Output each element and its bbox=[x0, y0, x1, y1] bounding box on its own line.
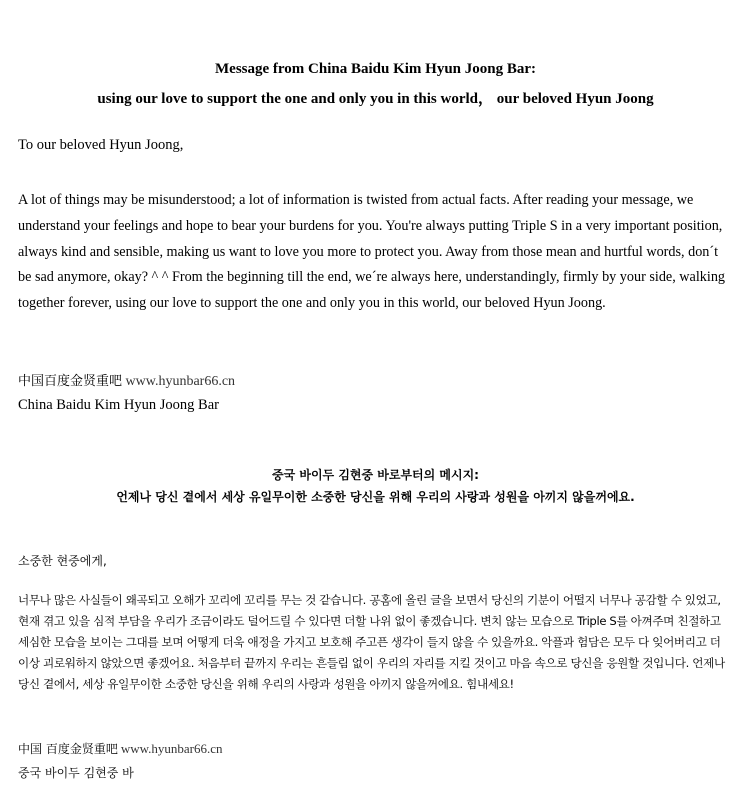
english-title-line2: using our love to support the one and only you in this world， our beloved Hyun Joong bbox=[97, 91, 654, 107]
korean-signature-chinese: 中国 百度金贤重吧 bbox=[18, 742, 118, 756]
korean-title-line2: 언제나 당신 곁에서 세상 유일무이한 소중한 당신을 위해 우리의 사랑과 성원을 아끼지 않을꺼에요. bbox=[116, 490, 635, 504]
english-title-line1: Message from China Baidu Kim Hyun Joong Bar: bbox=[215, 61, 536, 77]
english-body: A lot of things may be misunderstood; a lot of information is twisted from actual facts. After reading your message, we understand your feelings and hope to bear your burdens for you. You're always putting Triple S in a very important position, always kind and sensible, making us want to love you more to protect you. Away from those mean and hurtful words, don´t be sad anymore, okay? ^ ^ From the beginning till the end, we´re always here, understandingly, firmly by your side, walking together forever, using our love to support the one and only you in this world, our beloved Hyun Joong. bbox=[18, 192, 726, 312]
korean-body: 너무나 많은 사실들이 왜곡되고 오해가 꼬리에 꼬리를 무는 것 같습니다. 공홈에 올린 글을 보면서 당신의 기분이 어떨지 너무나 공감할 수 있었고, 현재 겪고 있을 심적 부담을 우리가 조금이라도 덜어드릴 수 있다면 더할 나위 없이 좋겠습니다. 변치 않는 모습으로 Triple S를 아껴주며 친절하고 세심한 모습을 보이는 그대를 보며 어떻게 더욱 애정을 가지고 보호해 주고픈 생각이 들지 않을 수 있을까요. 악플과 험담은 모두 다 잊어버리고 더 이상 괴로워하지 않았으면 좋겠어요. 처음부터 끝까지 우리는 흔들림 없이 우리의 자리를 지킬 것이고 마음 속으로 당신을 응원할 것입니다. 언제나 당신 곁에서, 세상 유일무이한 소중한 당신을 위해 우리의 사랑과 성원을 아끼지 않을꺼에요. 힘내세요! bbox=[18, 593, 725, 691]
english-signature-site-line bbox=[18, 370, 730, 390]
korean-salutation: 소중한 현중에게, bbox=[18, 554, 107, 568]
korean-signature-name: 중국 바이두 김현중 바 bbox=[18, 766, 134, 780]
english-signature-name: China Baidu Kim Hyun Joong Bar bbox=[18, 397, 219, 413]
korean-signature-site-line bbox=[18, 740, 730, 757]
korean-title-line1: 중국 바이두 김현중 바로부터의 메시지: bbox=[272, 468, 479, 482]
korean-signature-site: www.hyunbar66.cn bbox=[120, 741, 223, 756]
english-salutation: To our beloved Hyun Joong, bbox=[18, 137, 184, 153]
english-signature-site: www.hyunbar66.cn bbox=[125, 374, 236, 389]
english-signature-chinese: 中国百度金贤重吧 bbox=[18, 374, 123, 389]
